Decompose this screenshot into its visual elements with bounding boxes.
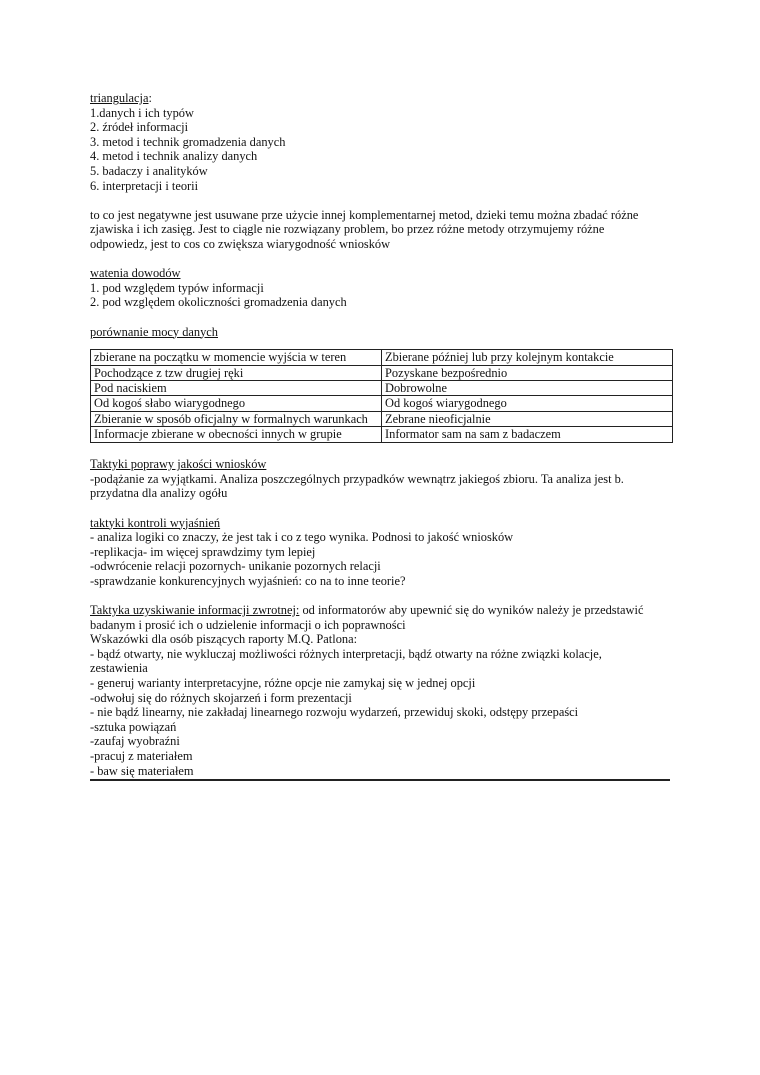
list-item: -sprawdzanie konkurencyjnych wyjaśnień: co na to inne teorie? bbox=[90, 573, 406, 588]
table-cell-strong: Informator sam na sam z badaczem bbox=[382, 427, 673, 442]
list-item: zestawienia bbox=[90, 661, 148, 676]
table-cell-strong: Zebrane nieoficjalnie bbox=[382, 411, 673, 426]
list-item: 2. źródeł informacji bbox=[90, 120, 189, 135]
table-cell-strong: Od kogoś wiarygodnego bbox=[382, 396, 673, 411]
list-item: - nie bądź linearny, nie zakładaj linearnego rozwoju wydarzeń, przewiduj skoki, odstępy przepaści bbox=[90, 705, 579, 720]
list-item: - baw się materiałem bbox=[90, 763, 194, 778]
list-item: 2. pod względem okoliczności gromadzenia danych bbox=[90, 295, 347, 310]
spacer bbox=[90, 443, 672, 458]
list-item: -zaufaj wyobraźni bbox=[90, 734, 180, 749]
list-item: 1. pod względem typów informacji bbox=[90, 280, 264, 295]
quality-tactics-heading: Taktyki poprawy jakości wniosków bbox=[90, 457, 267, 472]
list-item: -odwrócenie relacji pozornych- unikanie pozornych relacji bbox=[90, 559, 381, 574]
spacer bbox=[90, 193, 672, 208]
feedback-tactic-heading: Taktyka uzyskiwanie informacji zwrotnej: bbox=[90, 603, 300, 618]
list-item: 5. badaczy i analityków bbox=[90, 163, 208, 178]
table-row bbox=[91, 396, 673, 411]
explanation-control-heading: taktyki kontroli wyjaśnień bbox=[90, 515, 221, 530]
table-row bbox=[91, 427, 673, 442]
data-strength-heading: porównanie mocy danych bbox=[90, 324, 218, 339]
paragraph-line: to co jest negatywne jest usuwane prze użycie innej komplementarnej metod, dzieki temu można zbadać różne bbox=[90, 207, 639, 222]
list-item: -sztuka powiązań bbox=[90, 719, 177, 734]
paragraph-line: przydatna dla analizy ogółu bbox=[90, 486, 228, 501]
triangulation-heading-line bbox=[90, 91, 672, 106]
list-item: 1.danych i ich typów bbox=[90, 105, 194, 120]
spacer bbox=[90, 588, 672, 603]
list-item: 6. interpretacji i teorii bbox=[90, 178, 199, 193]
paragraph-line: zjawiska i ich zasięg. Jest to ciągle nie rozwiązany problem, bo przez różne metody otrzymujemy różne bbox=[90, 222, 605, 237]
table-cell-weak: Zbieranie w sposób oficjalny w formalnych warunkach bbox=[91, 411, 382, 426]
paragraph-line: -podążanie za wyjątkami. Analiza poszczególnych przypadków wewnątrz jakiegoś zbioru. Ta analiza jest b. bbox=[90, 471, 624, 486]
paragraph-line: odpowiedz, jest to cos co zwiększa wiarygodność wniosków bbox=[90, 236, 391, 251]
list-item: 3. metod i technik gromadzenia danych bbox=[90, 134, 286, 149]
spacer bbox=[90, 501, 672, 516]
table-cell-strong: Pozyskane bezpośrednio bbox=[382, 365, 673, 380]
table-cell-strong: Dobrowolne bbox=[382, 380, 673, 395]
table-row bbox=[91, 350, 673, 365]
list-item: 4. metod i technik analizy danych bbox=[90, 149, 258, 164]
guidelines-subheading: Wskazówki dla osób piszących raporty M.Q. Patlona: bbox=[90, 632, 358, 647]
table-cell-weak: Pochodzące z tzw drugiej ręki bbox=[91, 365, 382, 380]
bottom-rule bbox=[90, 779, 670, 781]
table-cell-weak: Od kogoś słabo wiarygodnego bbox=[91, 396, 382, 411]
table-cell-weak: Informacje zbierane w obecności innych w grupie bbox=[91, 427, 382, 442]
feedback-tactic-text: od informatorów aby upewnić się do wyników należy je przedstawić bbox=[299, 603, 644, 618]
table-cell-weak: zbierane na początku w momencie wyjścia w teren bbox=[91, 350, 382, 365]
triangulation-heading: triangulacja bbox=[90, 91, 149, 105]
list-item: -pracuj z materiałem bbox=[90, 749, 193, 763]
spacer bbox=[90, 252, 672, 267]
paragraph-line: badanym i prosić ich o udzielenie informacji o ich poprawności bbox=[90, 617, 406, 632]
list-item: -replikacja- im więcej sprawdzimy tym lepiej bbox=[90, 544, 316, 559]
table-row bbox=[91, 411, 673, 426]
list-item: - bądź otwarty, nie wykluczaj możliwości różnych interpretacji, bądź otwarty na różne związki kolacje, bbox=[90, 646, 602, 661]
table-cell-weak: Pod naciskiem bbox=[91, 380, 382, 395]
feedback-tactic-line bbox=[90, 603, 672, 618]
data-strength-table bbox=[90, 349, 673, 442]
spacer bbox=[90, 339, 672, 349]
triangulation-heading-colon: : bbox=[148, 91, 152, 105]
table-row bbox=[91, 365, 673, 380]
table-row bbox=[91, 380, 673, 395]
list-item: -odwołuj się do różnych skojarzeń i form prezentacji bbox=[90, 690, 352, 705]
evidence-weighting-heading: watenia dowodów bbox=[90, 266, 181, 281]
document-body bbox=[90, 91, 672, 781]
table-cell-strong: Zbierane później lub przy kolejnym kontakcie bbox=[382, 350, 673, 365]
list-item: - analiza logiki co znaczy, że jest tak i co z tego wynika. Podnosi to jakość wniosków bbox=[90, 530, 514, 545]
spacer bbox=[90, 310, 672, 325]
list-item: - generuj warianty interpretacyjne, różne opcje nie zamykaj się w jednej opcji bbox=[90, 676, 476, 691]
